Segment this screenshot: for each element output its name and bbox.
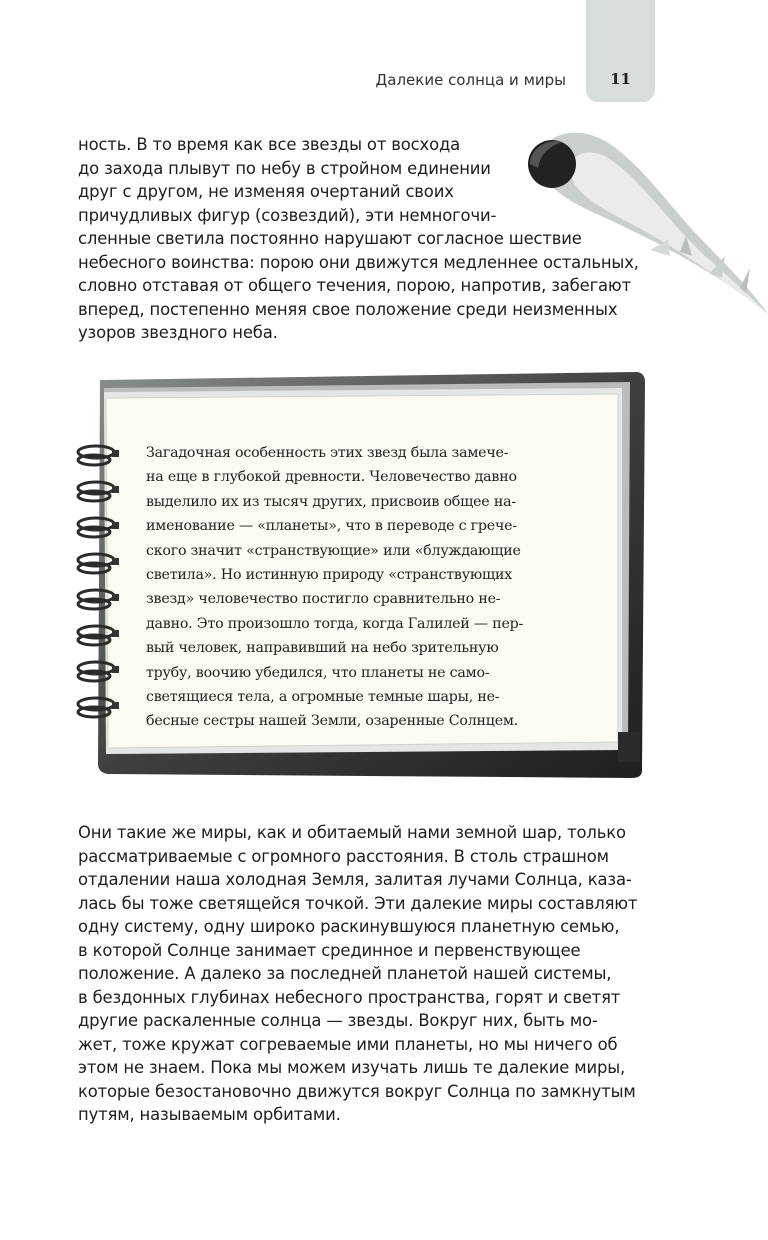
text-line: звезд» человечество постигло сравнительно не- — [146, 591, 501, 608]
text-line: лась бы тоже светящейся точкой. Эти далекие миры составляют — [78, 893, 638, 913]
running-head: Далекие солнца и миры — [375, 71, 566, 89]
spiral-ring — [78, 662, 114, 681]
spiral-ring — [78, 626, 114, 645]
text-line: словно отставая от общего течения, порою, напротив, забегают — [78, 276, 631, 295]
note-text — [146, 441, 580, 734]
text-line: друг с другом, не изменяя очертаний своих — [78, 182, 454, 201]
text-line: давно. Это произошло тогда, когда Галилей — пер- — [146, 615, 524, 632]
text-line: Они такие же миры, как и обитаемый нами земной шар, только — [78, 823, 626, 842]
text-line: жет, тоже кружат согреваемые ими планеты, но мы ничего об — [78, 1034, 618, 1054]
top-paragraph — [78, 133, 639, 345]
text-line: до захода плывут по небу в стройном единении — [78, 158, 491, 178]
text-line: вперед, постепенно меняя свое положение среди неизменных — [78, 299, 618, 319]
text-line: на еще в глубокой древности. Человечество давно — [146, 469, 517, 486]
spiral-ring — [78, 518, 114, 537]
spiral-ring — [78, 590, 114, 609]
text-line: в бездонных глубинах небесного пространства, горят и светят — [78, 987, 621, 1007]
text-line: сленные светила постоянно нарушают согласное шествие — [78, 229, 582, 248]
text-line: Загадочная особенность этих звезд была замече- — [146, 445, 509, 461]
spiral-ring — [78, 446, 114, 465]
text-line: положение. А далеко за последней планетой нашей системы, — [78, 964, 612, 983]
text-line: одну систему, одну широко раскинувшуюся планетную семью, — [78, 917, 620, 936]
text-line: отдалении наша холодная Земля, залитая лучами Солнца, каза- — [78, 870, 632, 889]
text-line: которые безостановочно движутся вокруг Солнца по замкнутым — [78, 1081, 636, 1101]
text-line: узоров звездного неба. — [78, 323, 278, 342]
text-line: именование — «планеты», что в переводе с грече- — [146, 518, 517, 535]
text-line: трубу, воочию убедился, что планеты не само- — [146, 664, 490, 681]
text-line: ского значит «странствующие» или «блуждающие — [146, 542, 521, 559]
text-line: выделило их из тысяч других, присвоив общее на- — [146, 493, 516, 510]
page-number: 11 — [610, 70, 631, 88]
spiral-ring — [78, 482, 114, 501]
spiral-binding — [70, 440, 130, 730]
text-line: светящиеся тела, а огромные темные шары, не- — [146, 689, 500, 706]
text-line: в которой Солнце занимает срединное и первенствующее — [78, 940, 581, 960]
bottom-paragraph — [78, 821, 637, 1127]
text-line: путям, называемым орбитами. — [78, 1105, 341, 1124]
text-line: вый человек, направивший на небо зрительную — [146, 640, 499, 657]
text-line: этом не знаем. Пока мы можем изучать лишь те далекие миры, — [78, 1058, 626, 1077]
text-line: бесные сестры нашей Земли, озаренные Солнцем. — [146, 713, 519, 730]
text-line: рассматриваемые с огромного расстояния. В столь страшном — [78, 846, 609, 866]
text-line: другие раскаленные солнца — звезды. Вокруг них, быть мо- — [78, 1011, 598, 1030]
text-line: небесного воинства: порою они движутся медленнее остальных, — [78, 252, 639, 272]
text-line: причудливых фигур (созвездий), эти немногочи- — [78, 205, 497, 225]
text-line: ность. В то время как все звезды от восхода — [78, 135, 461, 154]
text-line: светила». Но истинную природу «странствующих — [146, 567, 513, 584]
spiral-ring — [78, 554, 114, 573]
spiral-ring — [78, 698, 114, 717]
